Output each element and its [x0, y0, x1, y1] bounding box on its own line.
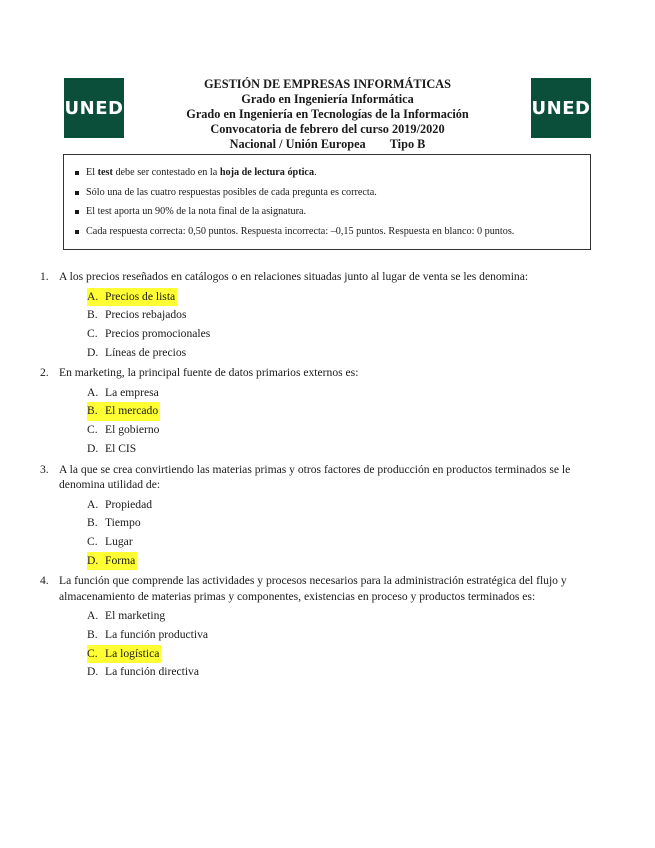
exam-header — [130, 77, 525, 152]
option-row — [40, 344, 610, 363]
option — [87, 663, 610, 682]
uned-logo-left — [64, 78, 124, 138]
option-text: Líneas de precios — [105, 345, 187, 359]
option — [87, 325, 610, 344]
question-1 — [40, 268, 610, 362]
option-row — [40, 325, 610, 344]
option-text: Forma — [105, 553, 136, 567]
degree-line-2: Grado en Ingeniería en Tecnologías de la Información — [186, 107, 469, 121]
option-row — [40, 496, 610, 515]
instructions-box — [63, 154, 591, 250]
option — [87, 440, 610, 459]
uned-logo-text: UNED — [64, 97, 124, 119]
question-text: La función que comprende las actividades y procesos necesarios para la administración estratégica del flujo y almacenamiento de materias primas y componentes, existencias en proceso y productos terminados es: — [59, 574, 567, 603]
option-letter: C. — [87, 326, 98, 340]
option-row — [40, 533, 610, 552]
option-letter: D. — [87, 665, 99, 679]
option — [87, 514, 610, 533]
instruction-item: El test aporta un 90% de la nota final de la asignatura. — [86, 202, 590, 222]
option-letter: A. — [87, 289, 99, 303]
option-row — [40, 607, 610, 626]
option-text: La empresa — [105, 385, 159, 399]
option-letter: B. — [87, 627, 98, 641]
question-text: A la que se crea convirtiendo las materias primas y otros factores de producción en productos terminados se le denomina utilidad de: — [59, 462, 571, 491]
option-letter: A. — [87, 609, 99, 623]
option-row — [40, 514, 610, 533]
option-letter: B. — [87, 308, 98, 322]
question-text: En marketing, la principal fuente de datos primarios externos es: — [59, 366, 359, 380]
option-row — [40, 384, 610, 403]
question-number: 1. — [40, 270, 49, 283]
question-text: A los precios reseñados en catálogos o en relaciones situadas junto al lugar de venta se les denomina: — [59, 270, 529, 283]
question-number: 2. — [40, 366, 49, 380]
option — [87, 496, 610, 515]
option-letter: C. — [87, 534, 98, 548]
option — [87, 626, 610, 645]
option-text: Propiedad — [105, 497, 153, 511]
option — [87, 533, 610, 552]
option-row — [40, 645, 610, 664]
option-letter: A. — [87, 385, 99, 399]
option — [87, 306, 610, 325]
option-text: La logística — [105, 646, 160, 660]
option-text: Precios promocionales — [105, 326, 211, 340]
instruction-item: Cada respuesta correcta: 0,50 puntos. Respuesta incorrecta: –0,15 puntos. Respuesta en blanco: 0 puntos. — [86, 222, 590, 242]
exam-region: Nacional / Unión Europea — [229, 137, 366, 151]
question-number: 3. — [40, 462, 49, 476]
question-stem — [40, 461, 610, 493]
option-row — [40, 663, 610, 682]
option-letter: D. — [87, 553, 99, 567]
exam-session: Convocatoria de febrero del curso 2019/2020 — [210, 122, 445, 136]
course-title: GESTIÓN DE EMPRESAS INFORMÁTICAS — [203, 77, 451, 91]
option-text: Lugar — [105, 534, 133, 548]
option — [87, 607, 610, 626]
question-stem — [40, 572, 610, 604]
instruction-item: El test debe ser contestado en la hoja de lectura óptica. — [86, 163, 590, 183]
uned-logo-right — [531, 78, 591, 138]
option-row — [40, 440, 610, 459]
option-row — [40, 552, 610, 571]
instruction-bold: test — [97, 167, 113, 178]
option-row — [40, 626, 610, 645]
question-stem — [40, 268, 610, 285]
option-letter: C. — [87, 646, 98, 660]
option-row — [40, 306, 610, 325]
option-row — [40, 288, 610, 307]
instruction-bold: hoja de lectura óptica — [219, 167, 315, 178]
question-list — [40, 268, 610, 684]
option — [87, 384, 610, 403]
option-text: El marketing — [105, 609, 166, 623]
degree-line-1: Grado en Ingeniería Informática — [241, 92, 414, 106]
question-4 — [40, 572, 610, 682]
option-correct-highlighted — [87, 552, 137, 571]
option-correct-highlighted — [87, 645, 161, 664]
option-letter: A. — [87, 497, 99, 511]
option — [87, 421, 610, 440]
option-text: Tiempo — [105, 516, 141, 530]
option-text: El mercado — [105, 404, 159, 418]
option-correct-highlighted — [87, 402, 160, 421]
option-letter: B. — [87, 516, 98, 530]
question-stem — [40, 364, 610, 381]
uned-logo-text: UNED — [531, 97, 591, 119]
option-letter: B. — [87, 404, 98, 418]
option-letter: C. — [87, 423, 98, 437]
region-type-line — [130, 137, 525, 152]
instruction-item: Sólo una de las cuatro respuestas posibles de cada pregunta es correcta. — [86, 183, 590, 203]
option-letter: D. — [87, 345, 99, 359]
option — [87, 344, 610, 363]
option-row — [40, 421, 610, 440]
question-number: 4. — [40, 574, 49, 588]
option-text: La función productiva — [105, 627, 209, 641]
question-3 — [40, 461, 610, 571]
option-letter: D. — [87, 441, 99, 455]
option-text: La función directiva — [105, 665, 199, 679]
option-row — [40, 402, 610, 421]
question-2 — [40, 364, 610, 458]
option-text: Precios rebajados — [105, 308, 187, 322]
option-text: El CIS — [105, 441, 137, 455]
option-text: Precios de lista — [105, 289, 176, 303]
option-text: El gobierno — [105, 423, 160, 437]
exam-type: Tipo B — [389, 137, 426, 151]
option-correct-highlighted — [87, 288, 177, 307]
